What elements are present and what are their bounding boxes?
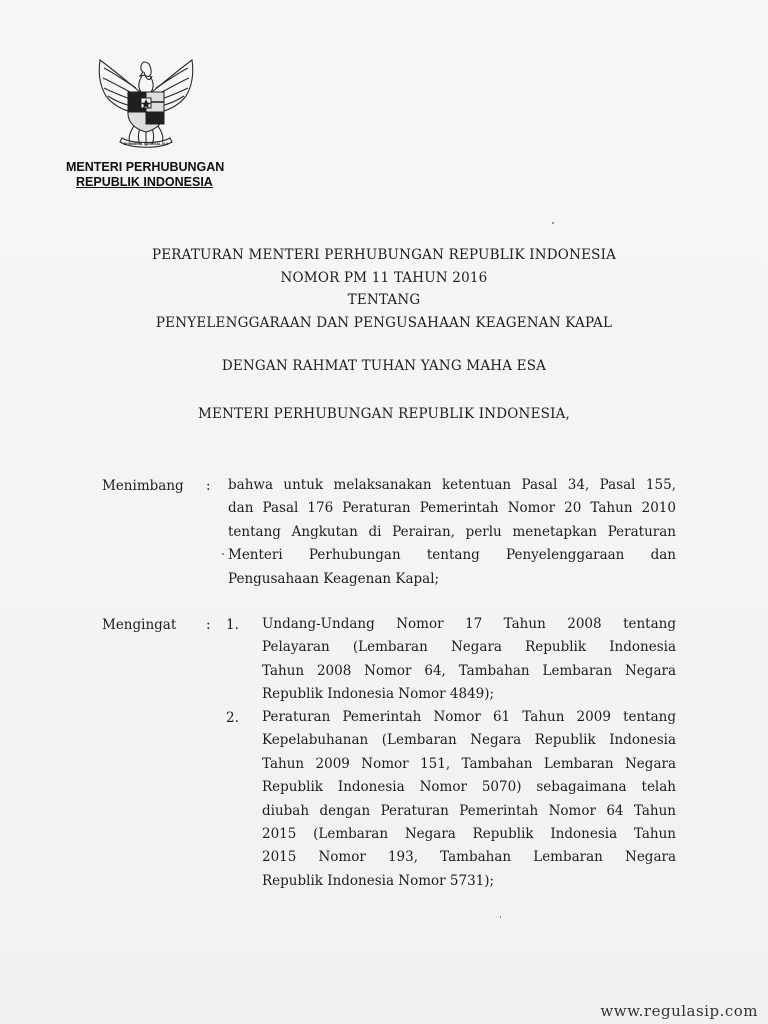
ministry-header (66, 160, 224, 190)
mengingat-line: Republik Indonesia Nomor 5070) sebagaimana telah (262, 779, 676, 796)
scan-speck (222, 553, 224, 555)
ministry-country: REPUBLIK INDONESIA (76, 175, 213, 189)
mengingat-line: Pelayaran (Lembaran Negara Republik Indonesia (262, 639, 676, 656)
mengingat-line: 2015 (Lembaran Negara Republik Indonesia Tahun (262, 826, 676, 843)
issuer: MENTERI PERHUBUNGAN REPUBLIK INDONESIA, (197, 406, 571, 422)
mengingat-line: Republik Indonesia Nomor 4849); (262, 686, 495, 703)
mengingat-line: 2015 Nomor 193, Tambahan Lembaran Negara (262, 849, 676, 866)
mengingat-line: diubah dengan Peraturan Pemerintah Nomor 64 Tahun (262, 802, 676, 819)
menimbang-text (228, 474, 676, 591)
mengingat-line: Tahun 2008 Nomor 64, Tambahan Lembaran Negara (262, 662, 676, 679)
mengingat-item-2 (262, 706, 676, 893)
mengingat-item-number: 2. (226, 710, 239, 726)
invocation: DENGAN RAHMAT TUHAN YANG MAHA ESA (221, 358, 547, 374)
regulation-title (0, 244, 768, 334)
title-line-3: TENTANG (347, 292, 421, 308)
mengingat-item-number: 1. (226, 617, 239, 633)
title-line-1: PERATURAN MENTERI PERHUBUNGAN REPUBLIK INDONESIA (151, 247, 617, 263)
mengingat-line: Kepelabuhanan (Lembaran Negara Republik Indonesia (262, 732, 676, 749)
emblem-motto: BHINNEKA TUNGGAL IKA (123, 142, 169, 146)
watermark: www.regulasip.com (600, 1002, 758, 1020)
mengingat-label: Mengingat (102, 617, 177, 633)
title-line-2: NOMOR PM 11 TAHUN 2016 (280, 269, 488, 286)
title-line-4: PENYELENGGARAAN DAN PENGUSAHAAN KEAGENAN KAPAL (155, 314, 613, 331)
mengingat-line: Peraturan Pemerintah Nomor 61 Tahun 2009 tentang (262, 709, 676, 725)
scan-speck (552, 222, 554, 224)
mengingat-colon: : (206, 617, 211, 633)
menimbang-colon: : (206, 478, 211, 494)
menimbang-line: tentang Angkutan di Perairan, perlu menetapkan Peraturan (228, 523, 676, 540)
mengingat-item-1 (262, 613, 676, 707)
mengingat-line: Republik Indonesia Nomor 5731); (262, 872, 495, 889)
mengingat-line: Tahun 2009 Nomor 151, Tambahan Lembaran Negara (262, 755, 676, 772)
menimbang-label: Menimbang (102, 478, 184, 494)
menimbang-line: bahwa untuk melaksanakan ketentuan Pasal 34, Pasal 155, (228, 477, 676, 493)
menimbang-line: Pengusahaan Keagenan Kapal; (228, 570, 440, 587)
mengingat-line: Undang-Undang Nomor 17 Tahun 2008 tentang (262, 616, 676, 632)
scan-speck (500, 916, 501, 918)
garuda-emblem-icon (88, 52, 204, 152)
ministry-name: MENTERI PERHUBUNGAN (66, 160, 225, 174)
menimbang-line: Menteri Perhubungan tentang Penyelenggaraan dan (228, 547, 676, 564)
menimbang-line: dan Pasal 176 Peraturan Pemerintah Nomor 20 Tahun 2010 (228, 500, 676, 517)
